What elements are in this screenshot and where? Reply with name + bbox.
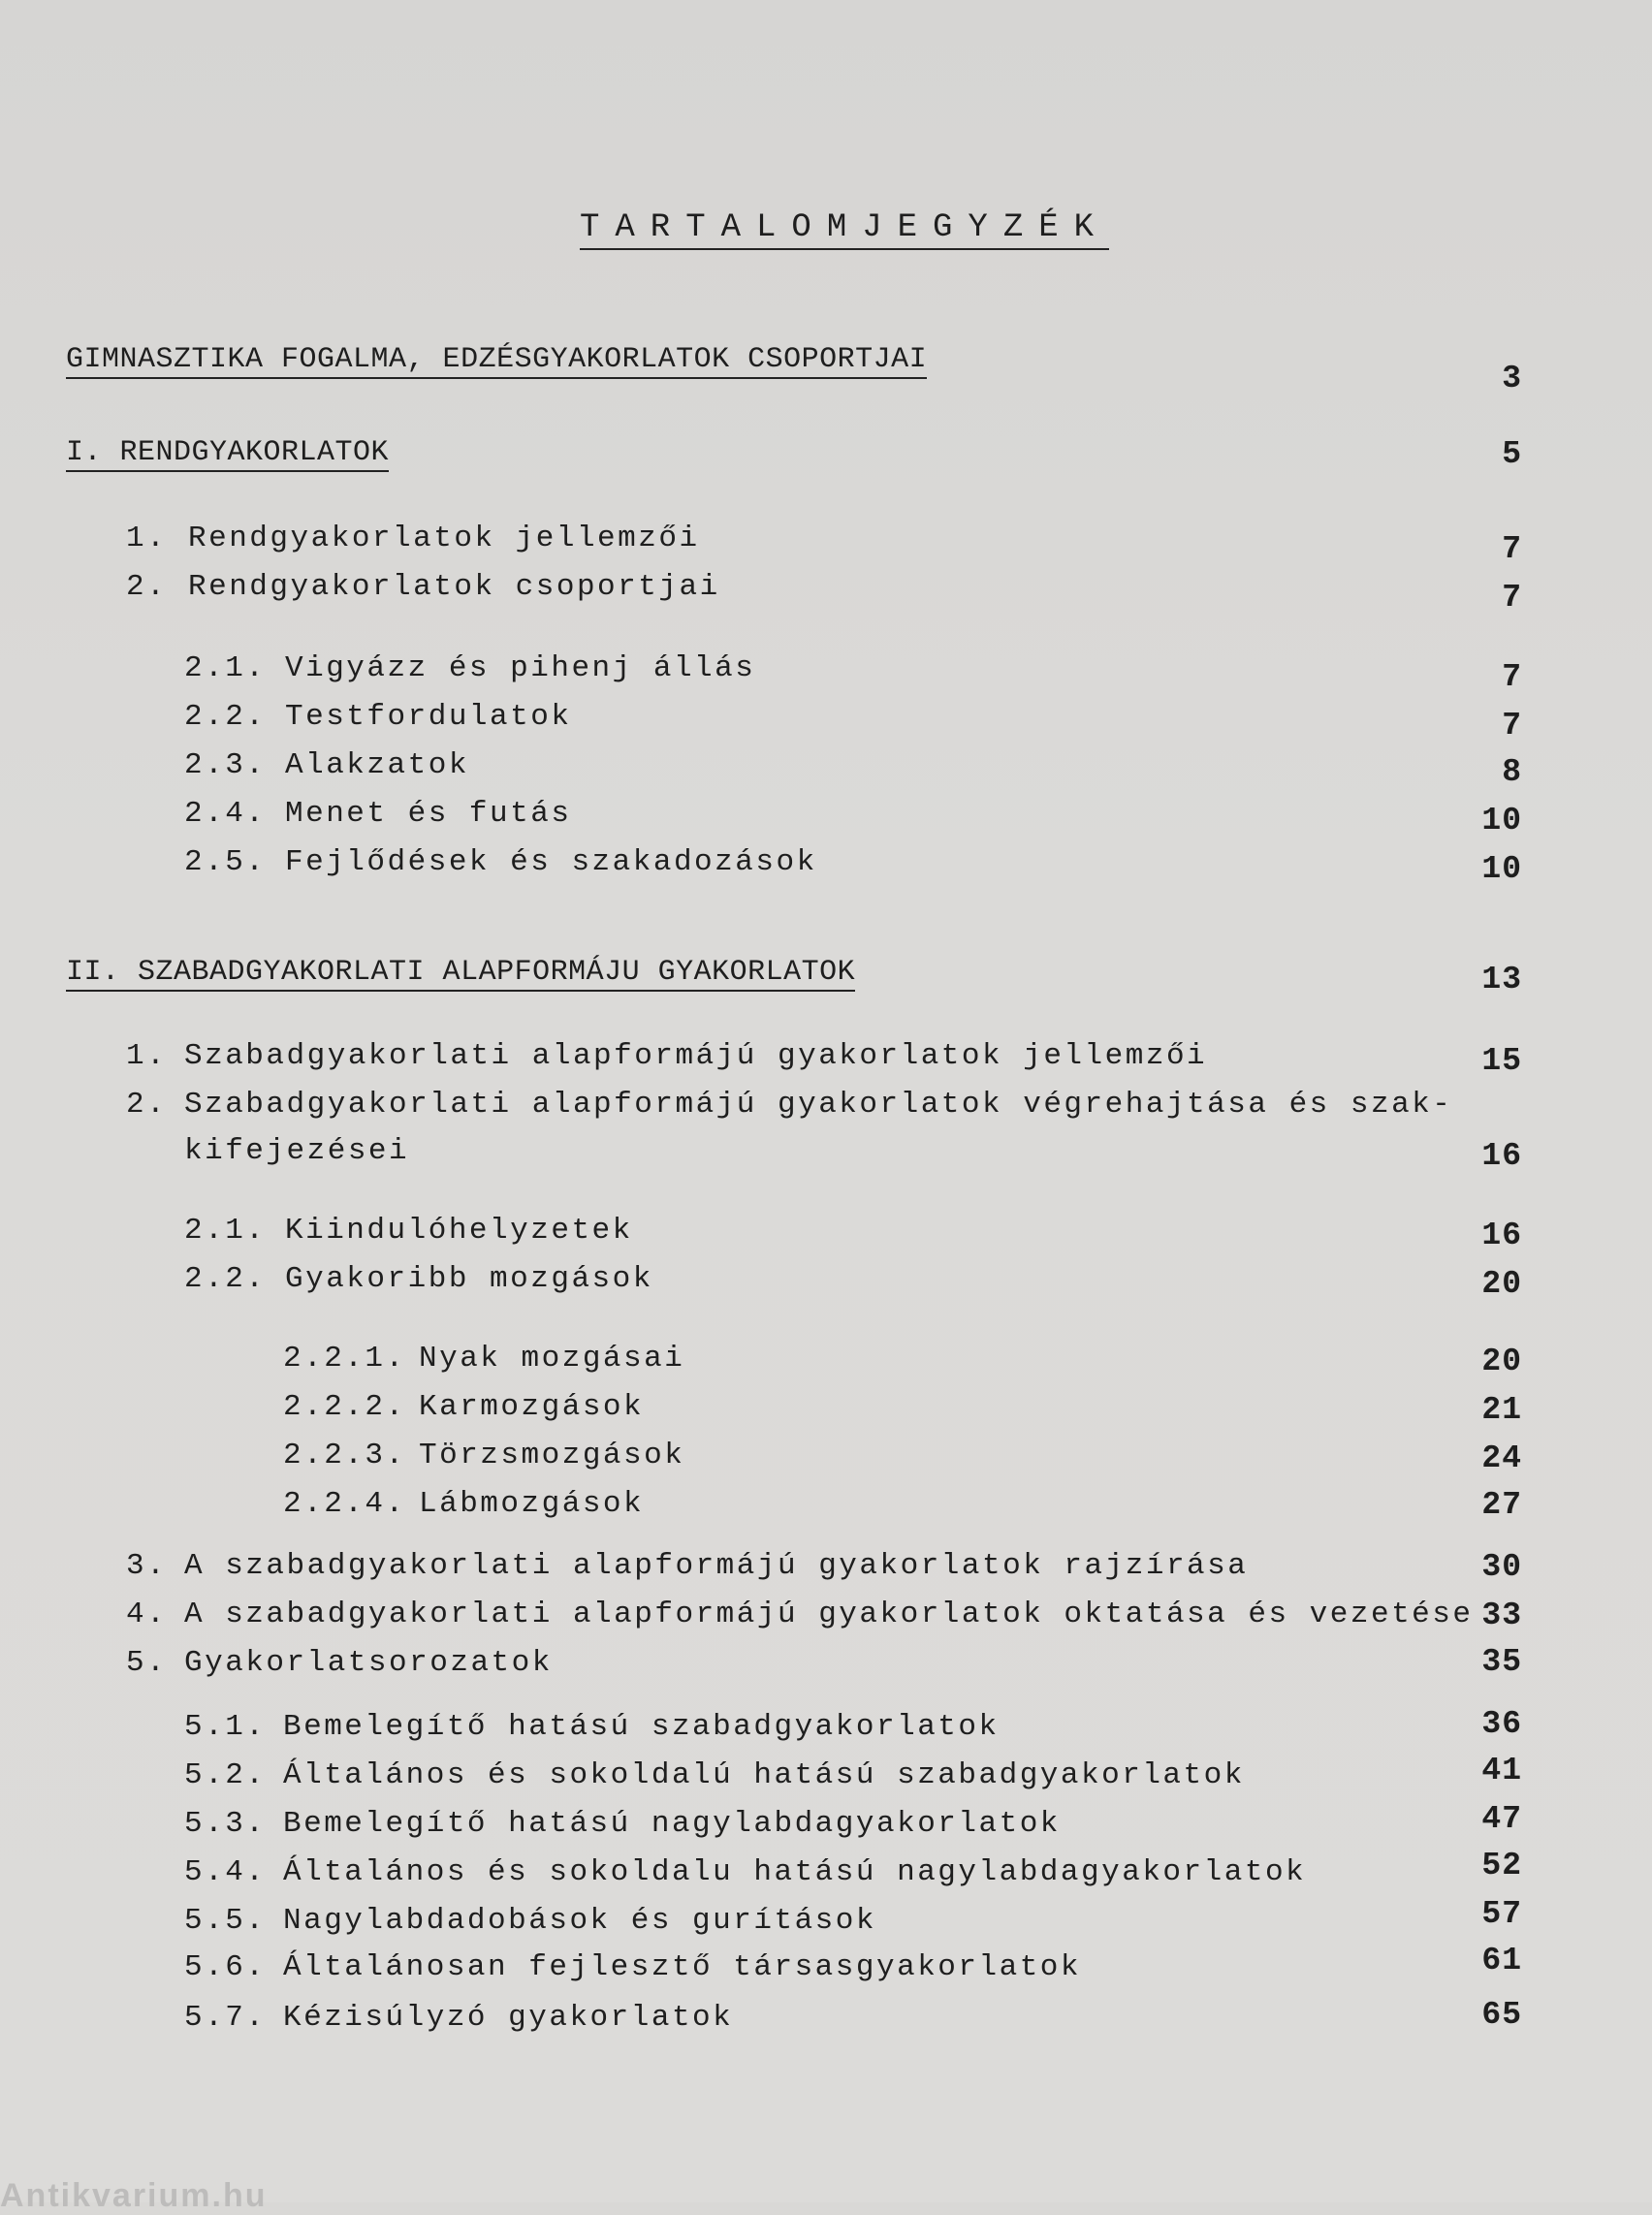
page-number: 13 [1481,962,1522,997]
entry-number: 5. [126,1646,168,1680]
page-number: 20 [1481,1266,1522,1302]
toc-entry [184,1904,876,1938]
page-number: 16 [1481,1218,1522,1253]
entry-text: Vigyázz és pihenj állás [285,651,756,685]
entry-number: 2.5. [184,845,267,879]
page-title: TARTALOMJEGYZÉK [580,209,1109,250]
entry-text: Rendgyakorlatok jellemzői [188,522,700,555]
entry-text: Gyakoribb mozgások [285,1262,653,1296]
entry-text: Alakzatok [285,748,469,782]
toc-entry [283,1342,684,1376]
toc-entry [283,1439,684,1472]
toc-entry [184,1710,1000,1744]
toc-entry [184,1262,653,1296]
entry-text: Szabadgyakorlati alapformájú gyakorlatok végrehajtása és szak- [184,1088,1453,1122]
page-number: 15 [1481,1043,1522,1079]
page-number: 30 [1481,1549,1522,1585]
entry-text: Menet és futás [285,797,572,831]
entry-text: Általános és sokoldalú hatású szabadgyakorlatok [283,1758,1245,1792]
entry-text: Nyak mozgásai [419,1342,685,1376]
page-number: 61 [1481,1943,1522,1978]
toc-entry [126,570,720,604]
toc-entry [184,748,469,782]
toc-entry [184,1807,1061,1841]
entry-number: 2.2.4. [283,1487,406,1521]
entry-number: 4. [126,1598,168,1631]
entry-text: Általános és sokoldalu hatású nagylabdagyakorlatok [283,1855,1307,1889]
watermark: Antikvarium.hu [0,2177,268,2214]
page-number: 41 [1481,1753,1522,1788]
toc-entry [283,1390,644,1424]
toc-entry [126,1549,1248,1583]
entry-number: 3. [126,1549,168,1583]
toc-entry [126,1088,1452,1122]
entry-text: Gyakorlatsorozatok [184,1646,553,1680]
toc-entry [184,1758,1245,1792]
page-number: 16 [1481,1138,1522,1174]
entry-number: 2.2.2. [283,1390,406,1424]
page-number: 35 [1481,1644,1522,1680]
section-heading: I. RENDGYAKORLATOK [66,436,389,472]
page-number: 7 [1502,531,1522,567]
entry-number: 2. [126,570,168,604]
entry-number: 1. [126,1039,168,1073]
entry-number: 2.3. [184,748,267,782]
entry-number: 2.1. [184,651,267,685]
entry-text: Bemelegítő hatású szabadgyakorlatok [283,1710,1000,1744]
toc-entry [184,797,571,831]
entry-text: Fejlődések és szakadozások [285,845,817,879]
entry-number: 5.4. [184,1855,267,1889]
section-heading: GIMNASZTIKA FOGALMA, EDZÉSGYAKORLATOK CSOPORTJAI [66,343,927,379]
toc-entry [184,651,755,685]
toc-entry [184,1950,1081,1984]
toc-entry [184,845,817,879]
entry-text: Általánosan fejlesztő társasgyakorlatok [283,1950,1082,1984]
toc-entry [126,522,700,555]
toc-entry [126,1598,1474,1631]
entry-number: 5.5. [184,1904,267,1938]
page-number: 47 [1481,1801,1522,1837]
page-number: 27 [1481,1487,1522,1523]
page-number: 21 [1481,1392,1522,1428]
page-number: 20 [1481,1344,1522,1379]
page-number: 57 [1481,1896,1522,1932]
toc-entry [184,700,571,734]
entry-text: A szabadgyakorlati alapformájú gyakorlatok oktatása és vezetése [184,1598,1474,1631]
toc-entry [126,1134,409,1168]
toc-entry [126,1646,553,1680]
entry-number: 1. [126,522,168,555]
page-number: 8 [1502,754,1522,790]
entry-number: 5.3. [184,1807,267,1841]
entry-number: 5.6. [184,1950,267,1984]
page-number: 10 [1481,803,1522,839]
entry-text: Kiindulóhelyzetek [285,1214,633,1248]
entry-number: 2.2. [184,700,267,734]
toc-entry [283,1487,644,1521]
entry-number: 2.1. [184,1214,267,1248]
page-number: 10 [1481,851,1522,887]
entry-number: 5.7. [184,2001,267,2035]
entry-number: 5.1. [184,1710,267,1744]
page-number: 3 [1502,361,1522,396]
entry-number: 2.2.3. [283,1439,406,1472]
entry-text: kifejezései [184,1134,410,1168]
page-number: 5 [1502,436,1522,472]
entry-text: A szabadgyakorlati alapformájú gyakorlatok rajzírása [184,1549,1249,1583]
entry-number: 2.4. [184,797,267,831]
page-number: 33 [1481,1598,1522,1633]
entry-text: Kézisúlyzó gyakorlatok [283,2001,734,2035]
entry-text: Testfordulatok [285,700,572,734]
page-number: 65 [1481,1997,1522,2033]
entry-text: Karmozgások [419,1390,645,1424]
page-number: 7 [1502,659,1522,695]
toc-entry [126,1039,1207,1073]
toc-entry [184,1855,1306,1889]
entry-number: 2.2. [184,1262,267,1296]
entry-number: 2. [126,1088,168,1122]
section-heading: II. SZABADGYAKORLATI ALAPFORMÁJU GYAKORLATOK [66,956,855,992]
entry-text: Szabadgyakorlati alapformájú gyakorlatok jellemzői [184,1039,1208,1073]
entry-text: Lábmozgások [419,1487,645,1521]
entry-text: Bemelegítő hatású nagylabdagyakorlatok [283,1807,1061,1841]
toc-entry [184,2001,733,2035]
entry-number: 2.2.1. [283,1342,406,1376]
toc-entry [184,1214,633,1248]
page-number: 7 [1502,580,1522,616]
page-number: 7 [1502,708,1522,744]
page-number: 36 [1481,1706,1522,1742]
page-number: 24 [1481,1440,1522,1476]
page-number: 52 [1481,1848,1522,1883]
entry-text: Törzsmozgások [419,1439,685,1472]
entry-text: Rendgyakorlatok csoportjai [188,570,720,604]
entry-number: 5.2. [184,1758,267,1792]
entry-text: Nagylabdadobások és gurítások [283,1904,876,1938]
